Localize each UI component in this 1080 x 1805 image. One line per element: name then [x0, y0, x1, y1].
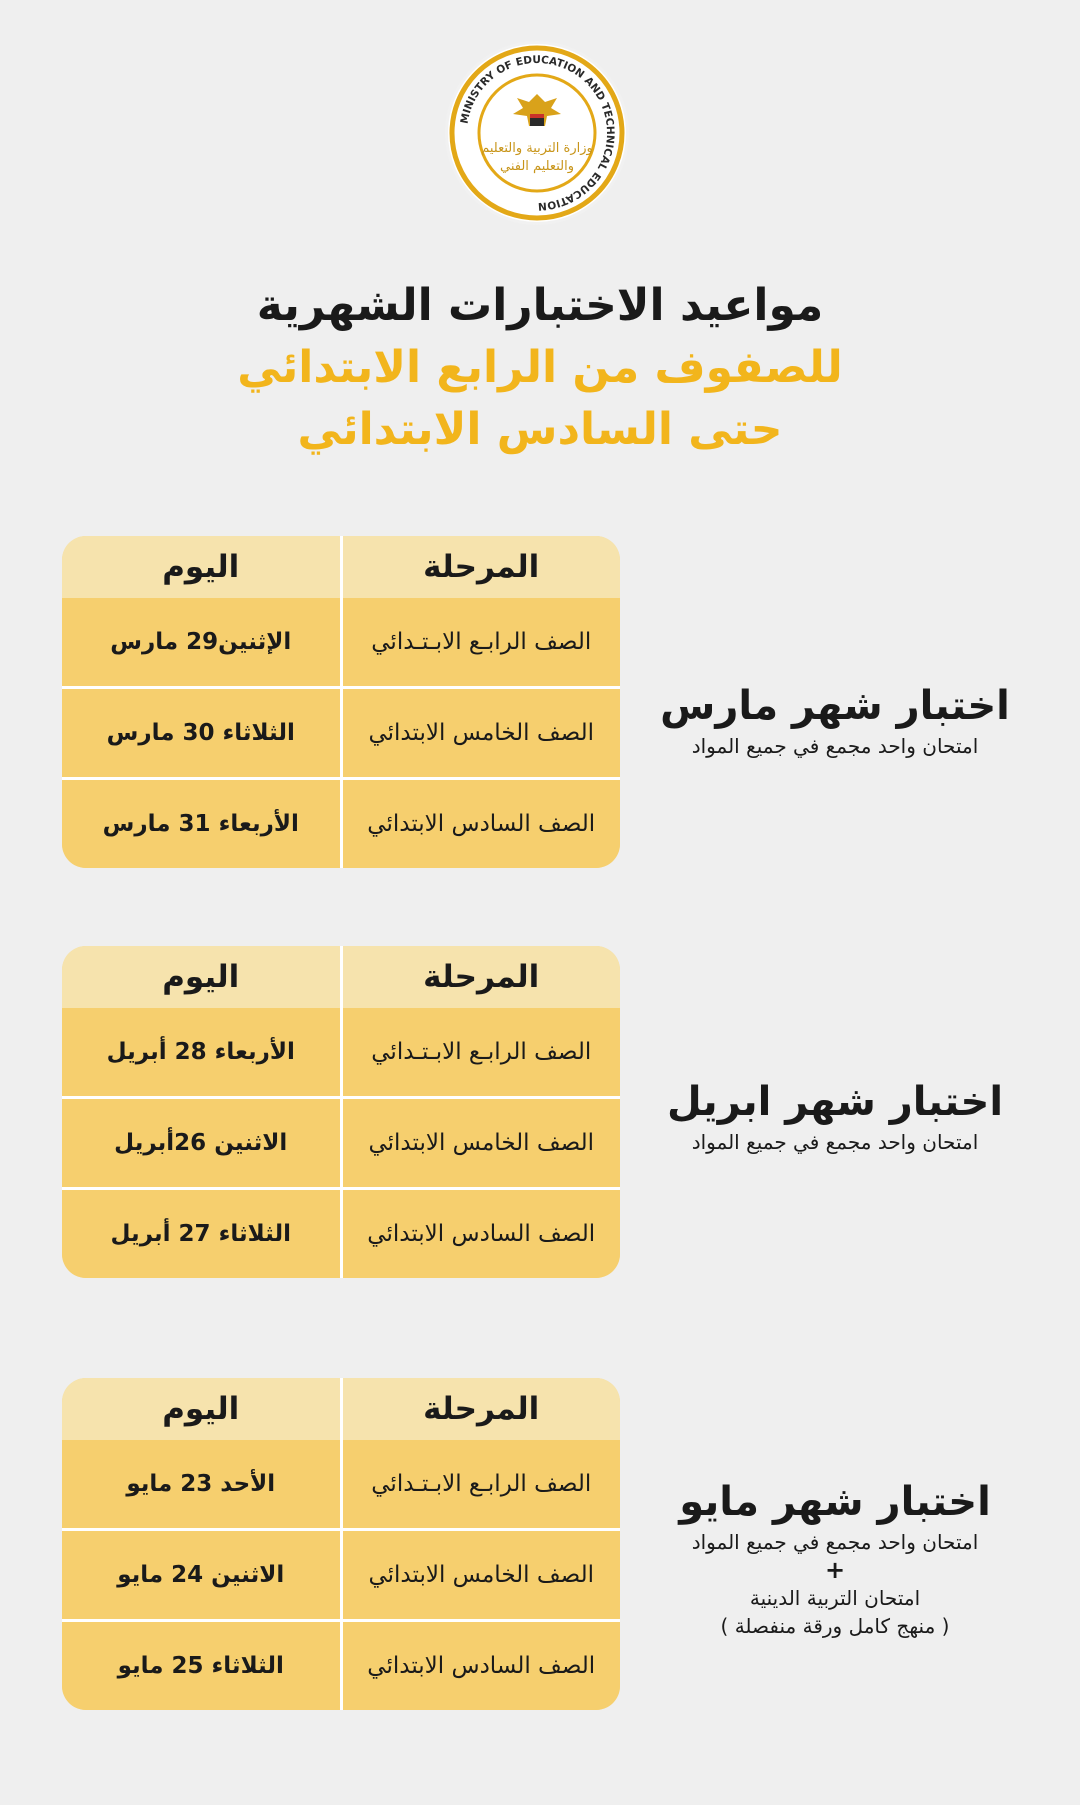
month-label-march	[650, 680, 1020, 760]
table-row	[62, 1096, 620, 1187]
stage-cell: الصف الرابـع الابـتـدائي	[371, 1039, 592, 1065]
day-cell: الثلاثاء 27 أبريل	[62, 1190, 343, 1278]
day-cell: الأربعاء 31 مارس	[62, 780, 343, 868]
schedule-table-april	[62, 946, 620, 1278]
ministry-seal-icon	[448, 44, 626, 222]
table-header	[62, 1378, 620, 1440]
title-line-3: حتى السادس الابتدائي	[297, 404, 783, 455]
title-line-1: مواعيد الاختبارات الشهرية	[256, 280, 824, 331]
day-cell: الثلاثاء 30 مارس	[62, 689, 343, 777]
religion-exam-note: امتحان التربية الدينية	[749, 1586, 921, 1610]
month-label-may	[650, 1476, 1020, 1640]
month-label-april	[650, 1076, 1020, 1156]
stage-cell: الصف الرابـع الابـتـدائي	[371, 629, 592, 655]
table-row	[62, 1440, 620, 1528]
header-day: اليوم	[62, 946, 343, 1008]
header-day: اليوم	[62, 536, 343, 598]
day-cell: الأربعاء 28 أبريل	[62, 1008, 343, 1096]
ministry-logo	[448, 44, 626, 222]
table-row	[62, 1008, 620, 1096]
table-row	[62, 686, 620, 777]
stage-cell: الصف الخامس الابتدائي	[368, 1562, 595, 1588]
header-stage: المرحلة	[423, 549, 540, 585]
month-title: اختبار شهر مارس	[660, 683, 1010, 729]
month-note: امتحان واحد مجمع في جميع المواد	[691, 734, 979, 758]
table-row	[62, 1619, 620, 1710]
month-note: امتحان واحد مجمع في جميع المواد	[691, 1530, 979, 1554]
day-cell: الثلاثاء 25 مايو	[62, 1622, 343, 1710]
plus-sign: +	[824, 1556, 846, 1584]
table-header	[62, 946, 620, 1008]
stage-cell: الصف الخامس الابتدائي	[368, 720, 595, 746]
month-title: اختبار شهر مايو	[679, 1479, 991, 1525]
religion-exam-detail: ( منهج كامل ورقة منفصلة )	[720, 1614, 950, 1638]
header-stage: المرحلة	[423, 959, 540, 995]
table-row	[62, 598, 620, 686]
header-stage: المرحلة	[423, 1391, 540, 1427]
schedule-table-may	[62, 1378, 620, 1710]
stage-cell: الصف السادس الابتدائي	[367, 1221, 596, 1247]
stage-cell: الصف الخامس الابتدائي	[368, 1130, 595, 1156]
day-cell: الاثنين 24 مايو	[62, 1531, 343, 1619]
stage-cell: الصف الرابـع الابـتـدائي	[371, 1471, 592, 1497]
table-header	[62, 536, 620, 598]
month-title: اختبار شهر ابريل	[666, 1079, 1004, 1125]
table-row	[62, 777, 620, 868]
svg-text:وزارة التربية والتعليم: وزارة التربية والتعليم	[481, 141, 593, 156]
month-note: امتحان واحد مجمع في جميع المواد	[691, 1130, 979, 1154]
stage-cell: الصف السادس الابتدائي	[367, 811, 596, 837]
day-cell: الاثنين 26أبريل	[62, 1099, 343, 1187]
day-cell: الأحد 23 مايو	[62, 1440, 343, 1528]
table-row	[62, 1187, 620, 1278]
svg-text:والتعليم الفني: والتعليم الفني	[500, 159, 574, 174]
header-day: اليوم	[62, 1378, 343, 1440]
stage-cell: الصف السادس الابتدائي	[367, 1653, 596, 1679]
title-line-2: للصفوف من الرابع الابتدائي	[237, 342, 843, 393]
day-cell: الإثنين29 مارس	[62, 598, 343, 686]
table-row	[62, 1528, 620, 1619]
schedule-table-march	[62, 536, 620, 868]
svg-text:MINISTRY OF EDUCATION AND TECH: MINISTRY OF EDUCATION AND TECHNICAL EDUCATION	[458, 53, 617, 213]
